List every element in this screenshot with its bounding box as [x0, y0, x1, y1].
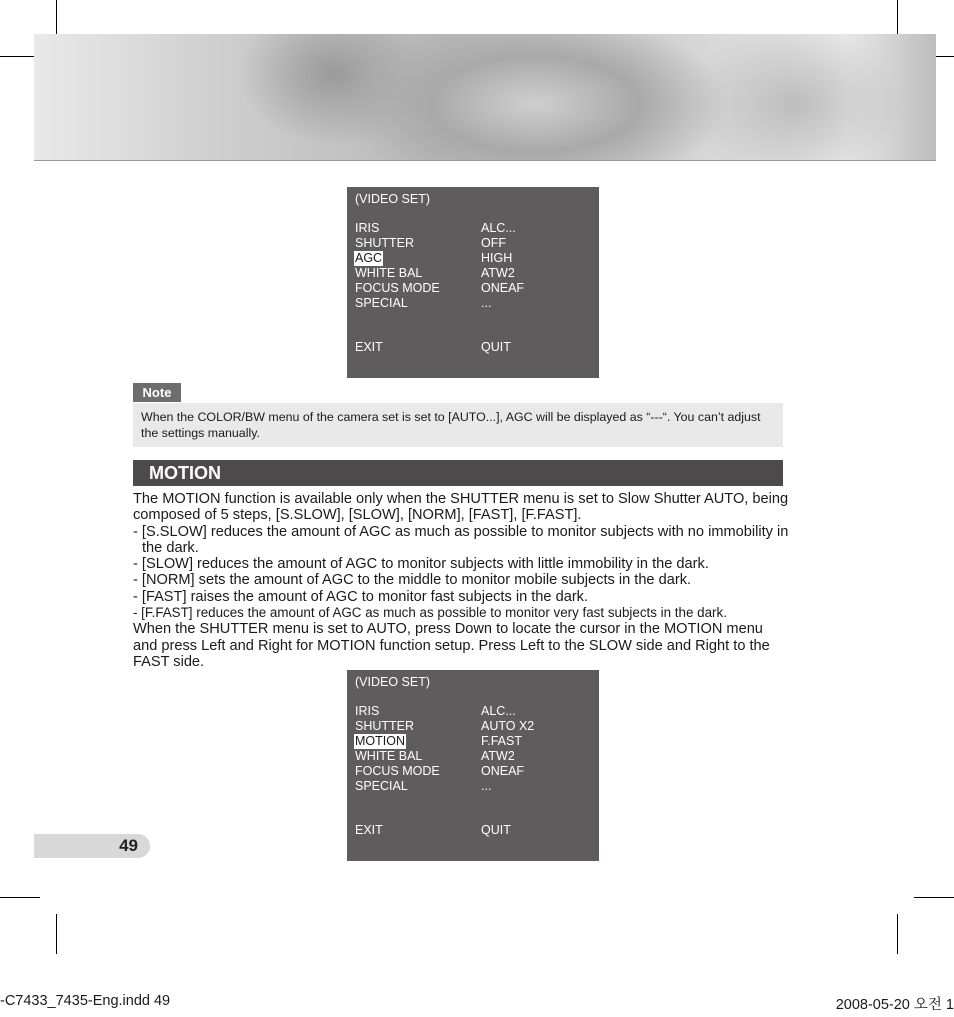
- bullet-item: - [SLOW] reduces the amount of AGC to monitor subjects with little immobility in the dark.: [133, 556, 709, 573]
- osd-value: ONEAF: [481, 764, 525, 778]
- intro-paragraph: The MOTION function is available only when the SHUTTER menu is set to Slow Shutter AUTO, being composed of 5 steps, [S.SLOW], [SLOW], [NORM], [FAST], [F.FAST].: [133, 491, 789, 524]
- osd-key: WHITE BAL: [355, 266, 423, 280]
- osd-title: (VIDEO SET): [355, 675, 431, 689]
- osd-key: SHUTTER: [355, 719, 415, 733]
- osd-key: SPECIAL: [355, 779, 408, 793]
- osd-value: ...: [481, 779, 492, 793]
- osd-title: (VIDEO SET): [355, 192, 431, 206]
- section-title: MOTION: [133, 460, 783, 486]
- osd-value: AUTO X2: [481, 719, 535, 733]
- osd-value: F.FAST: [481, 734, 522, 748]
- header-banner-image: [34, 34, 936, 161]
- osd-key: EXIT: [355, 823, 383, 837]
- note-text: When the COLOR/BW menu of the camera set is set to [AUTO...], AGC will be displayed as “---“. You can’t adjust the settings manually.: [133, 403, 783, 447]
- osd-key: FOCUS MODE: [355, 281, 440, 295]
- crop-mark: [897, 914, 898, 954]
- outro-paragraph: When the SHUTTER menu is set to AUTO, press Down to locate the cursor in the MOTION menu and press Left and Right for MOTION function setup. Press Left to the SLOW side and Right to the FAST side.: [133, 621, 770, 670]
- bullet-item: - [NORM] sets the amount of AGC to the middle to monitor mobile subjects in the dark.: [133, 572, 692, 589]
- footer-date: 2008-05-20 오전 1: [835, 997, 954, 1013]
- osd-key: SPECIAL: [355, 296, 408, 310]
- footer-filename: -C7433_7435-Eng.indd 49: [0, 993, 171, 1009]
- osd-row-iris: [347, 221, 599, 236]
- note-label: Note: [133, 383, 181, 402]
- osd-row-special: [347, 296, 599, 311]
- osd-row-special: [347, 779, 599, 794]
- osd-value: ATW2: [481, 266, 515, 280]
- crop-mark: [0, 897, 40, 898]
- osd-key-selected: AGC: [355, 251, 383, 265]
- osd-row-shutter: [347, 236, 599, 251]
- crop-mark: [56, 914, 57, 954]
- osd-value: QUIT: [481, 340, 511, 354]
- osd-value: ONEAF: [481, 281, 525, 295]
- osd-menu-motion: [347, 670, 599, 861]
- body-text: [133, 491, 789, 670]
- osd-key: WHITE BAL: [355, 749, 423, 763]
- osd-row-motion: [347, 734, 599, 749]
- osd-row-exit: [347, 823, 599, 838]
- osd-key: IRIS: [355, 704, 380, 718]
- osd-menu-agc: [347, 187, 599, 378]
- crop-mark: [914, 897, 954, 898]
- page-number: 49: [34, 834, 150, 858]
- osd-row-white-bal: [347, 266, 599, 281]
- osd-value: OFF: [481, 236, 506, 250]
- osd-key: IRIS: [355, 221, 380, 235]
- osd-key: EXIT: [355, 340, 383, 354]
- bullet-item: - [F.FAST] reduces the amount of AGC as much as possible to monitor very fast subjects in the dark.: [133, 605, 727, 621]
- osd-row-shutter: [347, 719, 599, 734]
- osd-key-selected: MOTION: [355, 734, 405, 748]
- osd-row-white-bal: [347, 749, 599, 764]
- osd-row-focus-mode: [347, 281, 599, 296]
- bullet-item: - [FAST] raises the amount of AGC to monitor fast subjects in the dark.: [133, 588, 589, 605]
- osd-row-focus-mode: [347, 764, 599, 779]
- osd-row-exit: [347, 340, 599, 355]
- osd-value: ...: [481, 296, 492, 310]
- osd-row-agc: [347, 251, 599, 266]
- osd-value: ALC...: [481, 221, 516, 235]
- osd-value: ATW2: [481, 749, 515, 763]
- osd-value: QUIT: [481, 823, 511, 837]
- osd-key: FOCUS MODE: [355, 764, 440, 778]
- osd-value: ALC...: [481, 704, 516, 718]
- osd-row-iris: [347, 704, 599, 719]
- osd-value: HIGH: [481, 251, 513, 265]
- bullet-item: - [S.SLOW] reduces the amount of AGC as much as possible to monitor subjects with no immobility in the dark.: [133, 523, 789, 556]
- osd-key: SHUTTER: [355, 236, 415, 250]
